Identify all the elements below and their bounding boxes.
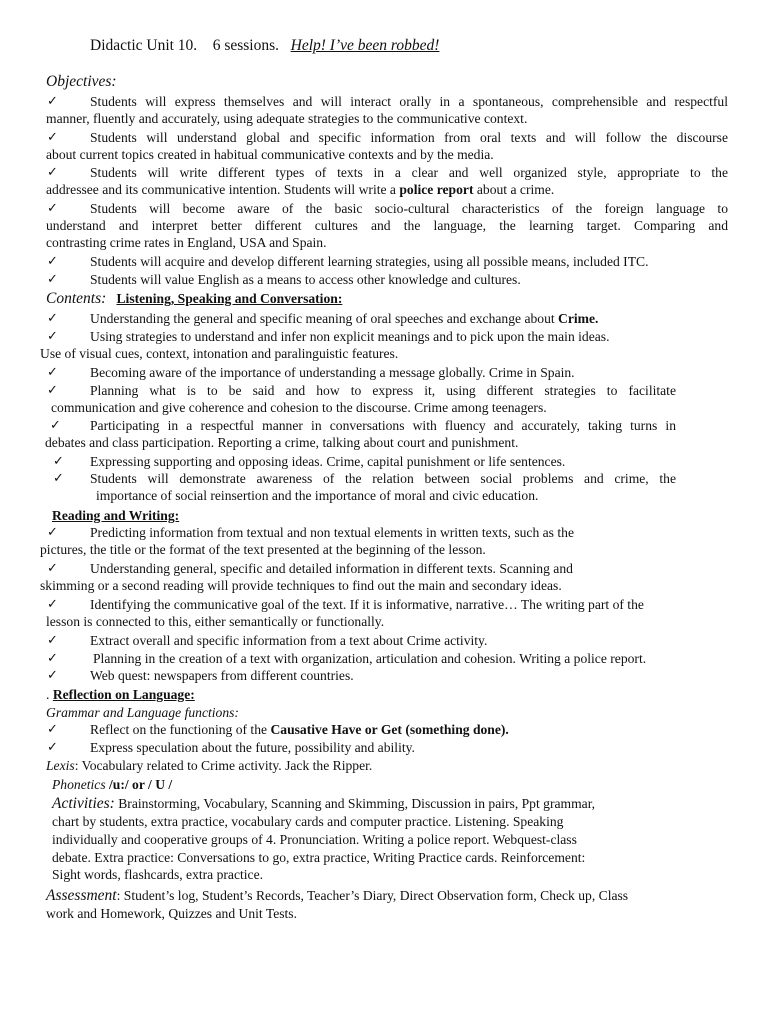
objective-5: Students will acquire and develop different learning strategies, using all possible means, included ITC. (90, 254, 649, 269)
check-icon: ✓ (47, 272, 58, 287)
content-4-line-1: Planning what is to be said and how to express it, using different strategies to facilitate (90, 383, 676, 398)
phonetics-label: Phonetics (52, 777, 106, 792)
check-icon: ✓ (47, 94, 58, 109)
reflection-heading: Reflection on Language: (52, 687, 195, 702)
check-icon: ✓ (47, 383, 58, 398)
reading-4: Extract overall and specific information from a text about Crime activity. (90, 633, 488, 648)
grammar-2: Express speculation about the future, possibility and ability. (90, 740, 415, 755)
activities-line-3: individually and cooperative groups of 4. Pronunciation. Writing a police report. Webquest-class (52, 832, 577, 847)
activities-line-1: Activities: Brainstorming, Vocabulary, Scanning and Skimming, Discussion in pairs, Ppt grammar, (52, 795, 596, 812)
objectives-heading: Objectives: (46, 73, 117, 90)
check-icon: ✓ (47, 165, 58, 180)
content-7-line-1: Students will demonstrate awareness of the relation between social problems and crime, the (90, 471, 676, 486)
check-icon: ✓ (47, 651, 58, 666)
crime-emphasis: Crime. (558, 311, 599, 326)
objective-2-line-2: about current topics created in habitual communicative contexts and by the media. (46, 147, 494, 162)
lexis-label: Lexis (46, 758, 75, 773)
content-3: Becoming aware of the importance of understanding a message globally. Crime in Spain. (90, 365, 575, 380)
content-2-line-1: Using strategies to understand and infer non explicit meanings and to pick upon the main ideas. (90, 329, 610, 344)
content-5-line-2: debates and class participation. Reporting a crime, talking about court and punishment. (45, 435, 519, 450)
check-icon: ✓ (47, 130, 58, 145)
unit-sessions: 6 sessions. (212, 37, 280, 54)
reading-1-line-2: pictures, the title or the format of the text presented at the beginning of the lesson. (40, 542, 486, 557)
activities-line-5: Sight words, flashcards, extra practice. (52, 867, 264, 882)
grammar-heading: Grammar and Language functions: (46, 705, 239, 720)
activities-line-2: chart by students, extra practice, vocabulary cards and computer practice. Listening. Speaking (52, 814, 564, 829)
objective-2-line-1: Students will understand global and specific information from oral texts and will follow the discourse (90, 130, 728, 145)
objective-1-line-2: manner, fluently and accurately, using adequate strategies to the communicative context. (46, 111, 528, 126)
check-icon: ✓ (47, 365, 58, 380)
assessment-label: Assessment (46, 887, 117, 904)
reflection-heading-row: . Reflection on Language: (46, 686, 199, 703)
reading-6: Web quest: newspapers from different countries. (90, 668, 354, 683)
content-5-line-1: Participating in a respectful manner in conversations with fluency and accurately, taking turns in (90, 418, 676, 433)
objective-1-line-1: Students will express themselves and will interact orally in a spontaneous, comprehensible and respectful (90, 94, 728, 109)
check-icon: ✓ (47, 201, 58, 216)
content-4-line-2: communication and give coherence and cohesion to the discourse. Crime among teenagers. (51, 400, 547, 415)
objective-3-line-1: Students will write different types of texts in a clear and well organized style, appropriate to the (90, 165, 728, 180)
contents-heading-row (46, 290, 342, 307)
reading-2-line-2: skimming or a second reading will provide techniques to find out the main and secondary ideas. (40, 578, 562, 593)
check-icon: ✓ (53, 471, 64, 486)
check-icon: ✓ (47, 597, 58, 612)
content-1: Understanding the general and specific meaning of oral speeches and exchange about Crime. (90, 311, 599, 326)
activities-label: Activities: (52, 795, 115, 812)
causative-emphasis: Causative Have or Get (something done). (270, 722, 509, 737)
assessment-line-2: work and Homework, Quizzes and Unit Tests. (46, 906, 297, 921)
check-icon: ✓ (47, 722, 58, 737)
check-icon: ✓ (47, 633, 58, 648)
content-6: Expressing supporting and opposing ideas. Crime, capital punishment or life sentences. (90, 454, 566, 469)
reading-writing-heading: Reading and Writing: (52, 508, 180, 523)
check-icon: ✓ (47, 329, 58, 344)
unit-number: Didactic Unit 10. (90, 37, 198, 54)
activities-line-4: debate. Extra practice: Conversations to go, extra practice, Writing Practice cards. Reinforcement: (52, 850, 586, 865)
check-icon: ✓ (47, 561, 58, 576)
lexis-line: Lexis: Vocabulary related to Crime activity. Jack the Ripper. (46, 758, 373, 773)
check-icon: ✓ (50, 418, 61, 433)
unit-header (90, 37, 497, 54)
objective-4-line-3: contrasting crime rates in England, USA and Spain. (46, 235, 327, 250)
check-icon: ✓ (53, 454, 64, 469)
check-icon: ✓ (47, 311, 58, 326)
phonetics-line: Phonetics /u:/ or / U / (52, 777, 173, 792)
unit-title: Help! I’ve been robbed! (290, 37, 440, 54)
check-icon: ✓ (47, 525, 58, 540)
check-icon: ✓ (47, 668, 58, 683)
reading-2-line-1: Understanding general, specific and detailed information in different texts. Scanning and (90, 561, 573, 576)
listening-speaking-heading: Listening, Speaking and Conversation: (116, 291, 343, 306)
objective-6: Students will value English as a means to access other knowledge and cultures. (90, 272, 521, 287)
reading-1-line-1: Predicting information from textual and non textual elements in written texts, such as the (90, 525, 574, 540)
contents-heading: Contents: (46, 290, 107, 307)
assessment-line-1: Assessment: Student’s log, Student’s Records, Teacher’s Diary, Direct Observation form, Check up, Class (46, 887, 629, 904)
objective-4-line-1: Students will become aware of the basic socio-cultural characteristics of the foreign language to (90, 201, 728, 216)
objective-4-line-2: understand and interpret better different cultures and the language, the learning target. Comparing and (46, 218, 728, 233)
grammar-1: Reflect on the functioning of the Causative Have or Get (something done). (90, 722, 509, 737)
content-2-line-2: Use of visual cues, context, intonation and paralinguistic features. (40, 346, 399, 361)
reading-5: Planning in the creation of a text with organization, articulation and cohesion. Writing a police report. (93, 651, 647, 666)
police-report-emphasis: police report (399, 182, 474, 197)
reading-3-line-2: lesson is connected to this, either semantically or functionally. (46, 614, 385, 629)
check-icon: ✓ (47, 740, 58, 755)
reading-3-line-1: Identifying the communicative goal of the text. If it is informative, narrative… The writing part of the (90, 597, 644, 612)
check-icon: ✓ (47, 254, 58, 269)
objective-3-line-2: addressee and its communicative intention. Students will write a police report about a crime. (46, 182, 555, 197)
content-7-line-2: importance of social reinsertion and the importance of moral and civic education. (96, 488, 539, 503)
